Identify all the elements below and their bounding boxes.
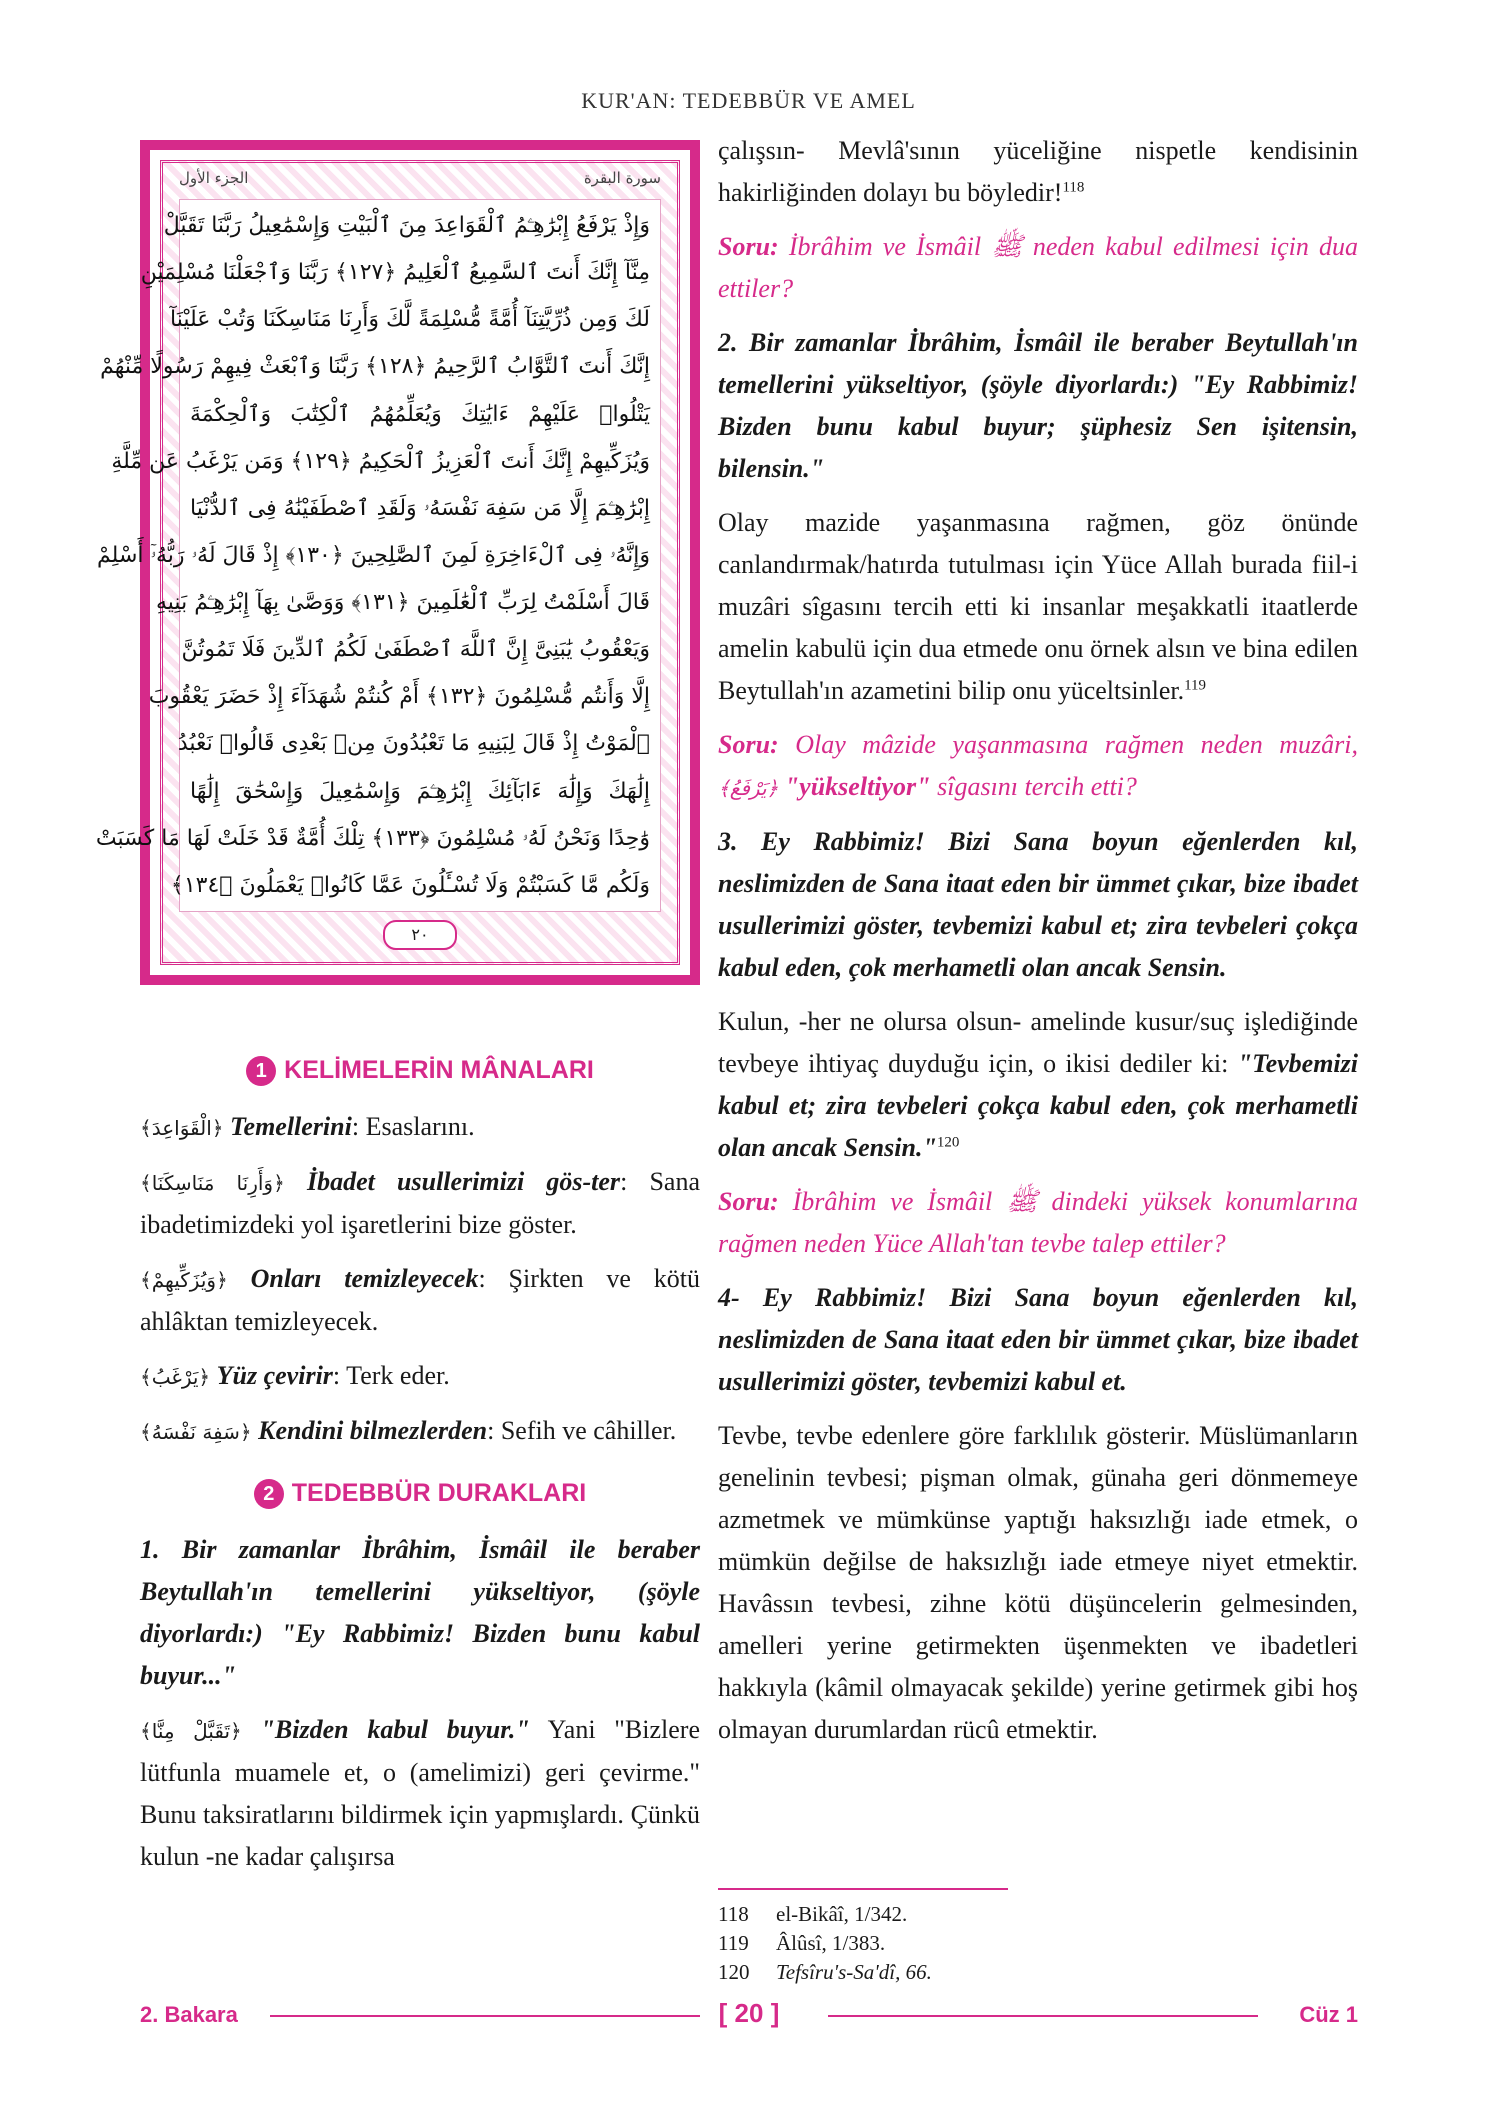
question-block xyxy=(718,226,1358,310)
mushaf-ornament-border xyxy=(95,160,680,965)
vocab-definition: : Sana ibadetimizdeki yol işaretlerini bize göster. xyxy=(140,1167,701,1239)
footnote xyxy=(718,1900,1358,1929)
section-title: KELİMELERİN MÂNALARI xyxy=(284,1056,594,1084)
bracket-open: [ xyxy=(718,1998,728,2028)
question-text: İbrâhim ve İsmâil ﷺ dindeki yüksek konumlarına rağmen neden Yüce Allah'tan tevbe talep ettiler? xyxy=(718,1187,1359,1258)
mushaf-juz-label: الجزء الأول xyxy=(179,169,249,187)
left-column xyxy=(140,1050,700,1890)
running-head: KUR'AN: TEDEBBÜR VE AMEL xyxy=(581,88,916,113)
vocab-term: Yüz çevirir xyxy=(216,1361,333,1390)
vocab-definition: : Terk eder. xyxy=(332,1361,450,1390)
ayah-line: قَالَ أَسْلَمْتُ لِرَبِّ ٱلْعَٰلَمِينَ ﴿١٣١﴾ وَوَصَّىٰ بِهَآ إِبْرَٰهِـۧمُ بَنِيهِ xyxy=(156,590,650,615)
page-footer xyxy=(140,1998,1358,2038)
vocab-entry xyxy=(140,1410,700,1453)
footer-rule-left xyxy=(270,2015,700,2017)
arabic-term: ﴿تَقَبَّلْ مِنَّا﴾ xyxy=(140,1719,242,1743)
ayah-line: يَتْلُوا۟ عَلَيْهِمْ ءَايَٰتِكَ وَيُعَلِّمُهُمُ ٱلْكِتَٰبَ وَٱلْحِكْمَةَ xyxy=(190,401,650,427)
question-text: İbrâhim ve İsmâil ﷺ neden kabul edilmesi için dua ettiler? xyxy=(718,232,1358,303)
arabic-term: ﴿سَفِهَ نَفْسَهُ﴾ xyxy=(140,1420,252,1444)
footnote-number: 120 xyxy=(718,1960,750,1984)
section-heading-vocabulary xyxy=(140,1050,700,1090)
ayah-line: إِنَّكَ أَنتَ ٱلتَّوَّابُ ٱلرَّحِيمُ ﴿١٢٨﴾ رَبَّنَا وَٱبْعَثْ فِيهِمْ رَسُولًا مِّنْهُمْ xyxy=(100,354,650,380)
quoted-phrase: "Tevbemizi kabul et; zira tevbeleri çokça kabul eden, çok merhametli olan ancak Sensin." xyxy=(718,1049,1358,1162)
vocab-term: İbadet usullerimizi gös-ter xyxy=(306,1167,621,1196)
vocab-entry xyxy=(140,1355,700,1398)
question-label: Soru: xyxy=(718,1187,779,1216)
footnote-text: Âlûsî, 1/383. xyxy=(776,1931,886,1955)
ayah-line: وَإِنَّهُۥ فِى ٱلْءَاخِرَةِ لَمِنَ ٱلصَّٰلِحِينَ ﴿١٣٠﴾ إِذْ قَالَ لَهُۥ رَبُّهُۥٓ أَسْلِمْ xyxy=(97,542,650,568)
arabic-term: ﴿وَأَرِنَا مَنَاسِكَنَا﴾ xyxy=(140,1171,285,1195)
commentary-paragraph xyxy=(718,1001,1358,1169)
arabic-term: ﴿وَيُزَكِّيهِمْ﴾ xyxy=(140,1268,228,1292)
question-label: Soru: xyxy=(718,232,779,261)
question-label: Soru: xyxy=(718,730,779,759)
footnote-number: 119 xyxy=(718,1931,749,1955)
question-text: sîgasını tercih etti? xyxy=(930,772,1137,801)
section-number-badge: 2 xyxy=(254,1479,284,1509)
section-number-badge: 1 xyxy=(246,1056,276,1086)
commentary-paragraph xyxy=(140,1709,700,1878)
vocab-entry xyxy=(140,1161,700,1246)
arabic-term: ﴿الْقَوَاعِدَ﴾ xyxy=(140,1116,224,1140)
section-title: TEDEBBÜR DURAKLARI xyxy=(291,1479,587,1507)
footnotes xyxy=(718,1900,1358,1987)
ayah-line: إِبْرَٰهِـۧمَ إِلَّا مَن سَفِهَ نَفْسَهُۥ وَلَقَدِ ٱصْطَفَيْنَٰهُ فِى ٱلدُّنْيَا xyxy=(190,495,650,521)
question-block xyxy=(718,1181,1358,1265)
verse-translation: 4- Ey Rabbimiz! Bizi Sana boyun eğenlerden kıl, neslimizden de Sana itaat eden bir ümmet çıkar, bize ibadet usullerimizi göster, tevbemizi kabul et. xyxy=(718,1283,1358,1396)
ayah-line: وَٰحِدًا وَنَحْنُ لَهُۥ مُسْلِمُونَ ﴿١٣٣﴾ تِلْكَ أُمَّةٌ قَدْ خَلَتْ لَهَا مَا كَسَبَتْ xyxy=(95,825,650,851)
footer-page-number xyxy=(719,1998,780,2029)
arabic-term: ﴿يَرْفَعُ﴾ xyxy=(718,776,779,800)
footnote-ref[interactable]: 118 xyxy=(1062,179,1085,196)
mushaf-page xyxy=(95,140,700,985)
ayah-line: مِنَّآ إِنَّكَ أَنتَ ٱلسَّمِيعُ ٱلْعَلِيمُ ﴿١٢٧﴾ رَبَّنَا وَٱجْعَلْنَا مُسْلِمَيْنِ xyxy=(140,260,650,286)
mushaf-header xyxy=(179,169,661,195)
ayah-line: وَلَكُم مَّا كَسَبْتُمْ وَلَا تُسْـَٔلُونَ عَمَّا كَانُوا۟ يَعْمَلُونَ ﴿١٣٤﴾ xyxy=(170,872,650,898)
vocab-term: Kendini bilmezlerden xyxy=(258,1416,488,1445)
footer-surah-label: 2. Bakara xyxy=(140,2002,238,2027)
verse-translation: 3. Ey Rabbimiz! Bizi Sana boyun eğenlerden kıl, neslimizden de Sana itaat eden bir ümmet çıkar, bize ibadet usullerimizi göster, tevbemizi kabul et; zira tevbeleri çokça kabul eden, çok merhametli olan ancak Sensin. xyxy=(718,827,1358,982)
section-heading-reflection xyxy=(140,1473,700,1513)
bracket-close: ] xyxy=(770,1998,780,2028)
footnote-ref[interactable]: 120 xyxy=(936,1134,960,1151)
question-block xyxy=(718,724,1358,809)
vocab-term: Temellerini xyxy=(230,1112,352,1141)
vocab-entry xyxy=(140,1258,700,1343)
question-text: Olay mâzide yaşanmasına rağmen neden muzâri, xyxy=(778,730,1358,759)
vocab-definition: : Esaslarını. xyxy=(351,1112,475,1141)
arabic-term: ﴿يَرْغَبُ﴾ xyxy=(140,1365,211,1389)
vocab-definition: : Şirkten ve kötü ahlâktan temizleyecek. xyxy=(140,1264,701,1336)
vocab-entry xyxy=(140,1106,700,1149)
ayah-line: إِلَٰهَكَ وَإِلَٰهَ ءَابَآئِكَ إِبْرَٰهِـۧمَ وَإِسْمَٰعِيلَ وَإِسْحَٰقَ إِلَٰهًا xyxy=(190,778,650,804)
ayah-line: وَيُزَكِّيهِمْ إِنَّكَ أَنتَ ٱلْعَزِيزُ ٱلْحَكِيمُ ﴿١٢٩﴾ وَمَن يَرْغَبُ عَن مِّلَّةِ xyxy=(111,448,650,474)
mushaf-page-number: ٢٠ xyxy=(383,920,457,950)
vocab-term: Onları temizleyecek xyxy=(250,1264,479,1293)
verse-translation: 2. Bir zamanlar İbrâhim, İsmâil ile beraber Beytullah'ın temellerini yükseltiyor, (şöyle diyorlardı:) "Ey Rabbimiz! Bizden bunu kabul buyur; şüphesiz Sen işitensin, bilensin." xyxy=(718,328,1358,483)
commentary-text: Kulun, -her ne olursa olsun- amelinde kusur/suç işlediğinde tevbeye ihtiyaç duyduğu için, o ikisi dediler ki: xyxy=(718,1007,1358,1078)
page-number: 20 xyxy=(734,1998,764,2028)
verse-translation: 1. Bir zamanlar İbrâhim, İsmâil ile beraber Beytullah'ın temellerini yükseltiyor, (şöyle diyorlardı:) "Ey Rabbimiz! Bizden bunu kabul buyur..." xyxy=(140,1535,700,1690)
quoted-phrase: "Bizden kabul buyur." xyxy=(241,1715,530,1744)
footnote-number: 118 xyxy=(718,1902,749,1926)
footer-rule-right xyxy=(828,2015,1258,2017)
commentary-paragraph: Tevbe, tevbe edenlere göre farklılık gösterir. Müslümanların genelinin tevbesi; pişman olmak, günaha geri dönmemeye azmetmek ve mümkünse yaptığı haksızlığı iade etmek, o mümkün değilse de haksızlığı iade etmeye niyet etmektir. Havâssın tevbesi, zihne kötü düşüncelerin gelmesinden, amelleri yerine getirmekten üşenmekten ve ibadetleri hakkıyla (kâmil olmayacak şekilde) yerine getirmek gibi hoş olmayan durumlardan rücû etmektir. xyxy=(718,1421,1358,1744)
footnote-divider xyxy=(718,1888,1008,1890)
footer-juz-label: Cüz 1 xyxy=(1299,2002,1358,2027)
footnote xyxy=(718,1929,1358,1958)
commentary-text: çalışsın- Mevlâ'sının yüceliğine nispetle kendisinin hakirliğinden dolayı bu böyledir! xyxy=(718,136,1358,207)
commentary-paragraph xyxy=(718,502,1358,712)
ayah-line: ٱلْمَوْتُ إِذْ قَالَ لِبَنِيهِ مَا تَعْبُدُونَ مِنۢ بَعْدِى قَالُوا۟ نَعْبُدُ xyxy=(177,731,650,757)
footnote xyxy=(718,1958,1358,1987)
ayah-line: وَيَعْقُوبُ يَٰبَنِىَّ إِنَّ ٱللَّهَ ٱصْطَفَىٰ لَكُمُ ٱلدِّينَ فَلَا تَمُوتُنَّ xyxy=(181,637,650,663)
quoted-phrase: "yükseltiyor" xyxy=(778,772,931,801)
footnote-text: Tefsîru's-Sa'dî, 66. xyxy=(776,1960,932,1984)
footnote-ref[interactable]: 119 xyxy=(1184,677,1207,694)
ayah-line: لَكَ وَمِن ذُرِّيَّتِنَآ أُمَّةً مُّسْلِمَةً لَّكَ وَأَرِنَا مَنَاسِكَنَا وَتُبْ عَلَيْنَآ xyxy=(170,307,650,333)
commentary-paragraph xyxy=(718,130,1358,214)
ayah-line: وَإِذْ يَرْفَعُ إِبْرَٰهِـۧمُ ٱلْقَوَاعِدَ مِنَ ٱلْبَيْتِ وَإِسْمَٰعِيلُ رَبَّنَا تَقَبَّلْ xyxy=(163,213,650,238)
vocab-definition: : Sefih ve câhiller. xyxy=(487,1416,677,1445)
commentary-text: Yani "Bizlere lütfunla muamele et, o (amelimizi) geri çevirme." Bunu taksiratlarını bildirmek için yapmışlardı. Çünkü kulun -ne kadar çalışırsa xyxy=(140,1715,700,1871)
mushaf-text-block xyxy=(95,199,661,912)
commentary-text: Olay mazide yaşanmasına rağmen, göz önünde canlandırmak/hatırda tutulması için Yüce Allah burada fiil-i muzâri sîgasını tercih etti ki insanlar meşakkatli itaatlerde amelin kabulü için dua etmede onu örnek alsın ve bina edilen Beytullah'ın azametini bilip onu yüceltsinler. xyxy=(718,508,1358,705)
mushaf-surah-label: سورة البقرة xyxy=(583,169,661,187)
footnote-text: el-Bikâî, 1/342. xyxy=(776,1902,908,1926)
ayah-line: إِلَّا وَأَنتُم مُّسْلِمُونَ ﴿١٣٢﴾ أَمْ كُنتُمْ شُهَدَآءَ إِذْ حَضَرَ يَعْقُوبَ xyxy=(148,684,650,710)
right-column xyxy=(718,130,1358,1763)
